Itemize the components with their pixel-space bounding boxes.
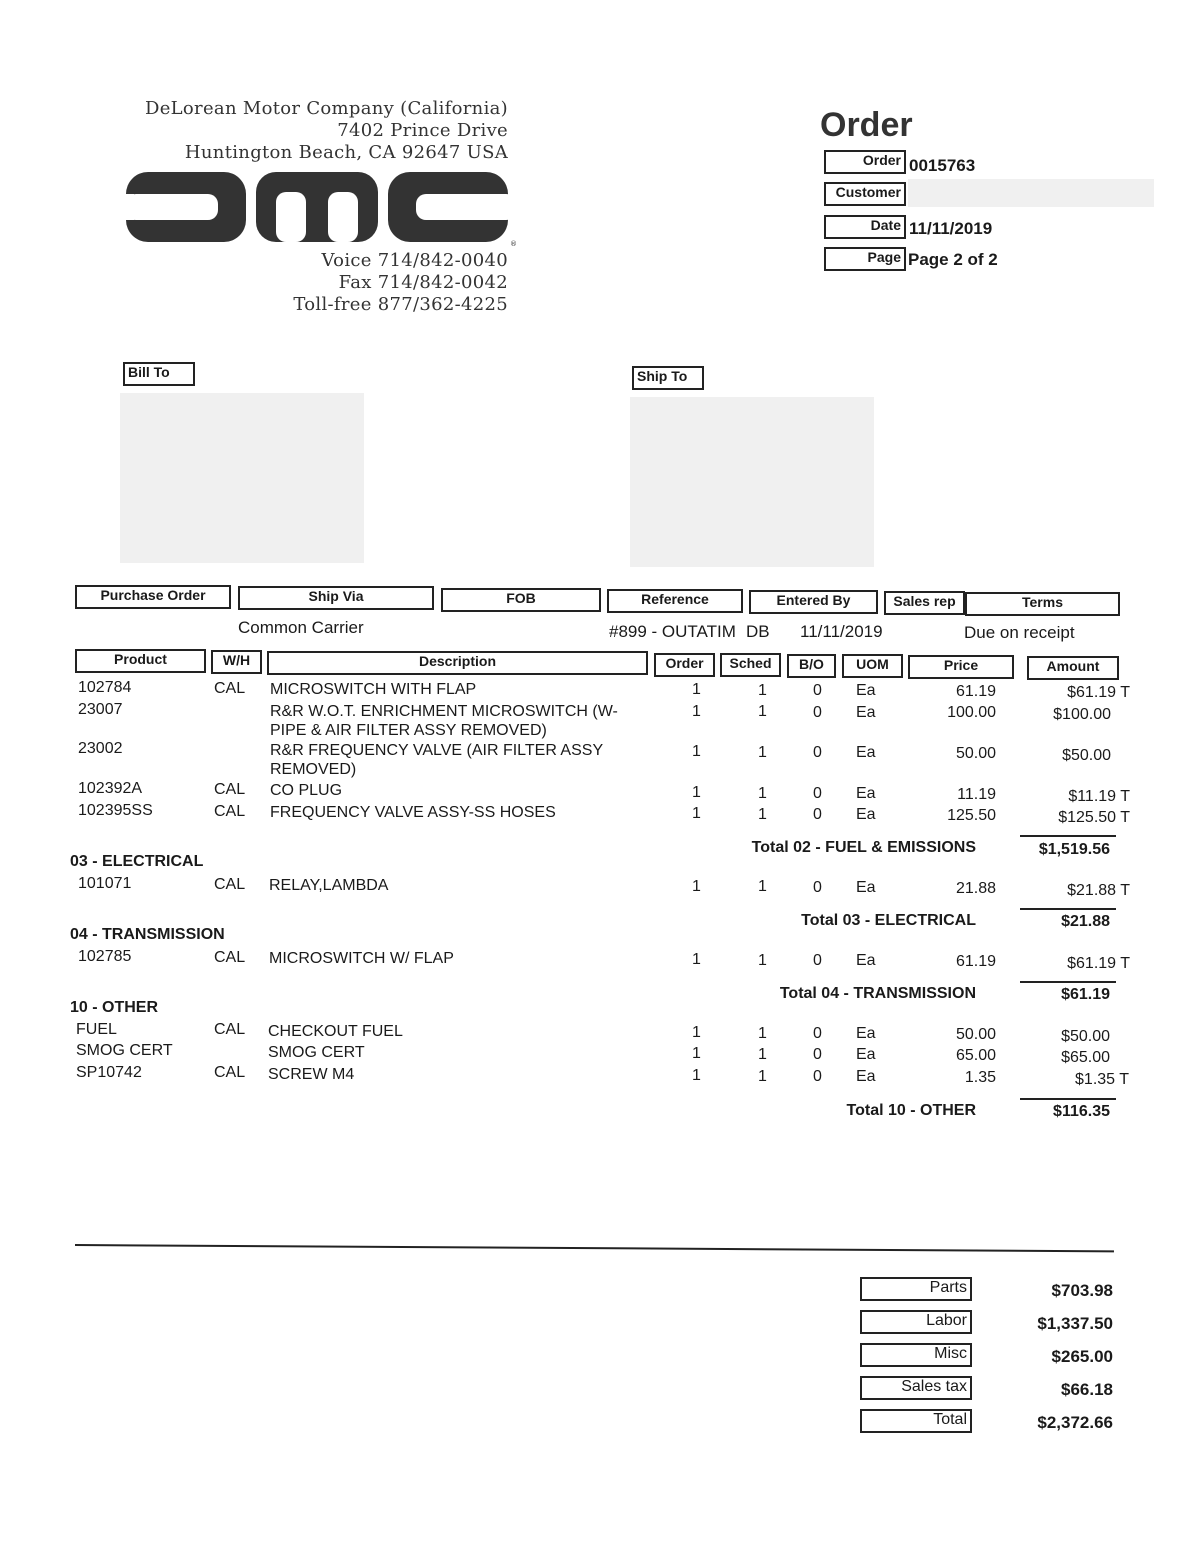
header-entered-by: Entered By — [749, 590, 878, 614]
line-sched: 1 — [758, 1025, 767, 1042]
line-product: FUEL — [76, 1021, 117, 1038]
line-sched: 1 — [758, 806, 767, 823]
line-order: 1 — [692, 743, 701, 760]
header-fob: FOB — [441, 588, 601, 612]
subtotal-label: Total 10 - OTHER — [846, 1102, 976, 1119]
section-heading: 10 - OTHER — [70, 999, 159, 1016]
line-description: RELAY,LAMBDA — [269, 877, 389, 894]
line-amount: $50.00 — [1062, 747, 1111, 764]
line-order: 1 — [692, 951, 701, 968]
labor-value: $1,337.50 — [1037, 1314, 1113, 1333]
line-description: R&R W.O.T. ENRICHMENT MICROSWITCH (W-PIPE & AIR FILTER ASSY REMOVED) — [270, 703, 618, 739]
page-label: Page — [824, 247, 906, 271]
bill-to-label: Bill To — [123, 362, 195, 386]
line-product: SP10742 — [76, 1064, 142, 1081]
customer-redacted — [908, 179, 1154, 207]
line-price: 61.19 — [955, 953, 996, 970]
line-order: 1 — [692, 681, 701, 698]
line-uom: Ea — [856, 1068, 876, 1085]
line-order: 1 — [692, 1045, 701, 1062]
footer-divider — [75, 1244, 1114, 1252]
line-bo: 0 — [813, 952, 822, 969]
line-price: 50.00 — [955, 745, 996, 762]
line-product: 23007 — [78, 701, 123, 718]
line-bo: 0 — [813, 806, 822, 823]
ship-to-label: Ship To — [632, 366, 704, 390]
parts-value: $703.98 — [1051, 1281, 1113, 1300]
line-price: 125.50 — [947, 807, 996, 824]
date-label: Date — [824, 215, 906, 239]
line-uom: Ea — [856, 1025, 876, 1042]
line-price: 21.88 — [955, 880, 996, 897]
line-price: 1.35 — [964, 1069, 996, 1086]
line-bo: 0 — [813, 1068, 822, 1085]
col-order: Order — [654, 653, 715, 677]
header-sales-rep: Sales rep — [884, 591, 965, 615]
col-product: Product — [75, 649, 206, 673]
line-sched: 1 — [758, 952, 767, 969]
subtotal-rule — [1020, 908, 1116, 910]
line-description: CO PLUG — [270, 782, 343, 799]
line-amount: $61.19 T — [1067, 955, 1130, 972]
line-description: MICROSWITCH W/ FLAP — [269, 950, 454, 967]
line-bo: 0 — [813, 785, 822, 802]
col-price: Price — [908, 655, 1014, 679]
line-bo: 0 — [813, 704, 822, 721]
bill-to-redacted — [120, 393, 364, 563]
order-number: 0015763 — [909, 156, 976, 175]
parts-label: Parts — [860, 1277, 972, 1301]
line-description: MICROSWITCH WITH FLAP — [270, 681, 477, 698]
svg-text:®: ® — [510, 240, 517, 248]
line-uom: Ea — [856, 879, 876, 896]
customer-label: Customer — [824, 182, 906, 206]
line-bo: 0 — [813, 879, 822, 896]
line-wh: CAL — [214, 949, 246, 966]
company-address-line2: Huntington Beach, CA 92647 USA — [184, 142, 508, 163]
line-price: 65.00 — [955, 1047, 996, 1064]
reference-value: #899 - OUTATIM — [609, 622, 736, 641]
line-uom: Ea — [856, 785, 876, 802]
company-contact — [120, 250, 508, 316]
doc-title: Order — [820, 106, 913, 144]
line-description: R&R FREQUENCY VALVE (AIR FILTER ASSY REMOVED) — [270, 742, 603, 778]
line-amount: $125.50 T — [1058, 809, 1130, 826]
line-amount: $61.19 T — [1067, 684, 1130, 701]
line-price: 100.00 — [947, 704, 996, 721]
line-wh: CAL — [214, 781, 246, 798]
ship-to-redacted — [630, 397, 874, 567]
col-wh: W/H — [211, 650, 262, 674]
header-purchase-order: Purchase Order — [75, 585, 231, 609]
tollfree-number: Toll-free 877/362-4225 — [293, 294, 508, 315]
line-product: 102784 — [78, 679, 132, 696]
col-description: Description — [267, 651, 648, 675]
subtotal-label: Total 04 - TRANSMISSION — [779, 985, 976, 1002]
entered-by-value: DB — [746, 622, 770, 641]
col-bo: B/O — [787, 654, 836, 678]
line-wh: CAL — [214, 680, 246, 697]
line-amount: $100.00 — [1053, 706, 1111, 723]
dmc-logo — [124, 168, 516, 248]
line-bo: 0 — [813, 1025, 822, 1042]
subtotal-value: $116.35 — [1053, 1103, 1110, 1120]
line-bo: 0 — [813, 1046, 822, 1063]
line-uom: Ea — [856, 704, 876, 721]
line-amount: $11.19 T — [1068, 788, 1130, 805]
line-bo: 0 — [813, 682, 822, 699]
line-order: 1 — [692, 784, 701, 801]
subtotal-value: $1,519.56 — [1038, 841, 1110, 858]
misc-label: Misc — [860, 1343, 972, 1367]
line-product: 101071 — [78, 875, 132, 892]
line-sched: 1 — [758, 878, 767, 895]
voice-number: Voice 714/842-0040 — [321, 250, 508, 271]
dmc-logo-graphic — [124, 168, 516, 248]
line-product: 102395SS — [78, 802, 153, 819]
order-label: Order — [824, 150, 906, 174]
subtotal-label: Total 03 - ELECTRICAL — [801, 912, 976, 929]
section-heading: 04 - TRANSMISSION — [70, 926, 225, 943]
line-amount: $1.35 T — [1075, 1071, 1129, 1088]
header-terms: Terms — [965, 592, 1120, 616]
line-uom: Ea — [856, 682, 876, 699]
line-wh: CAL — [214, 1064, 246, 1081]
col-sched: Sched — [720, 653, 781, 677]
order-date: 11/11/2019 — [909, 219, 993, 238]
line-description: CHECKOUT FUEL — [268, 1023, 403, 1040]
line-sched: 1 — [758, 682, 767, 699]
col-amount: Amount — [1027, 656, 1119, 680]
line-uom: Ea — [856, 952, 876, 969]
fax-number: Fax 714/842-0042 — [338, 272, 508, 293]
sales-tax-value: $66.18 — [1061, 1380, 1113, 1399]
page-number: Page 2 of 2 — [908, 250, 998, 269]
subtotal-value: $61.19 — [1061, 986, 1110, 1003]
line-price: 50.00 — [955, 1026, 996, 1043]
labor-label: Labor — [860, 1310, 972, 1334]
subtotal-label: Total 02 - FUEL & EMISSIONS — [751, 839, 976, 856]
sales-tax-label: Sales tax — [860, 1376, 972, 1400]
misc-value: $265.00 — [1051, 1347, 1113, 1366]
line-product: 102392A — [78, 780, 143, 797]
col-uom: UOM — [842, 654, 903, 678]
line-wh: CAL — [214, 803, 246, 820]
section-heading: 03 - ELECTRICAL — [70, 853, 204, 870]
line-sched: 1 — [758, 703, 767, 720]
line-price: 61.19 — [955, 683, 996, 700]
line-sched: 1 — [758, 785, 767, 802]
line-order: 1 — [692, 1067, 701, 1084]
line-order: 1 — [692, 1024, 701, 1041]
line-description: SCREW M4 — [268, 1066, 355, 1083]
header-ship-via: Ship Via — [238, 586, 434, 610]
entered-date-value: 11/11/2019 — [800, 622, 883, 641]
ship-via-value: Common Carrier — [238, 618, 364, 637]
line-order: 1 — [692, 805, 701, 822]
line-wh: CAL — [214, 876, 246, 893]
subtotal-rule — [1020, 1098, 1116, 1100]
line-order: 1 — [692, 703, 701, 720]
line-bo: 0 — [813, 744, 822, 761]
header-reference: Reference — [607, 589, 743, 613]
line-description: SMOG CERT — [268, 1044, 365, 1061]
terms-value: Due on receipt — [964, 623, 1075, 642]
line-sched: 1 — [758, 1068, 767, 1085]
line-amount: $21.88 T — [1067, 882, 1130, 899]
total-label: Total — [860, 1409, 972, 1433]
line-product: SMOG CERT — [76, 1042, 173, 1059]
company-address-line1: 7402 Prince Drive — [337, 120, 508, 141]
line-order: 1 — [692, 878, 701, 895]
line-uom: Ea — [856, 806, 876, 823]
line-uom: Ea — [856, 744, 876, 761]
line-description: FREQUENCY VALVE ASSY-SS HOSES — [270, 804, 556, 821]
subtotal-value: $21.88 — [1061, 913, 1110, 930]
total-value: $2,372.66 — [1037, 1413, 1113, 1432]
company-name: DeLorean Motor Company (California) — [144, 98, 508, 119]
subtotal-rule — [1020, 835, 1116, 837]
line-product: 102785 — [78, 948, 132, 965]
line-amount: $65.00 — [1061, 1049, 1110, 1066]
line-sched: 1 — [758, 744, 767, 761]
line-wh: CAL — [214, 1021, 246, 1038]
line-price: 11.19 — [957, 786, 996, 803]
company-block — [120, 98, 508, 164]
line-product: 23002 — [78, 740, 123, 757]
line-amount: $50.00 — [1061, 1028, 1110, 1045]
line-sched: 1 — [758, 1046, 767, 1063]
line-uom: Ea — [856, 1046, 876, 1063]
subtotal-rule — [1020, 981, 1116, 983]
